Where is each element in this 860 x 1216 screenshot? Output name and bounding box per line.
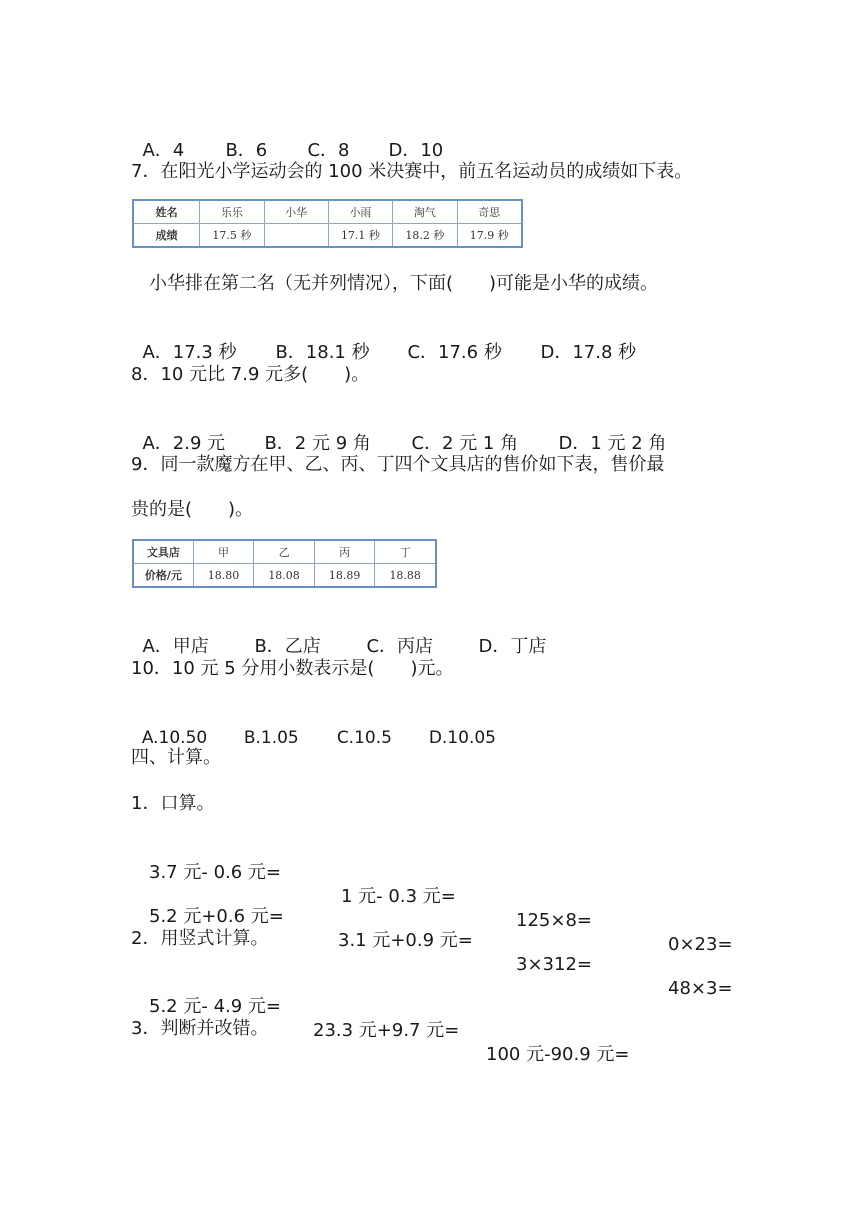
table-cell: 18.88 [375,564,436,588]
q6-option-a: A．4 [142,140,185,161]
calc-item: 48×3= [668,978,733,999]
q8-option-d: D．1 元 2 角 [558,433,667,454]
part2-title: 2．用竖式计算。 [131,928,269,949]
q10-option-d: D.10.05 [428,728,496,748]
q7-stem: 7．在阳光小学运动会的 100 米决赛中，前五名运动员的成绩如下表。 [131,161,693,182]
q6-option-d: D．10 [388,140,444,161]
q6-options [131,115,443,163]
q7-options [131,317,636,365]
q9-stem-line2: 贵的是( )。 [131,499,254,520]
table-cell: 文具店 [133,540,193,564]
q10-options [131,702,496,750]
table-cell: 成绩 [133,224,200,248]
part1-title: 1．口算。 [131,793,215,814]
q8-stem: 8．10 元比 7.9 元多( )。 [131,364,370,385]
q10-option-c: C.10.5 [336,728,392,748]
table-cell: 17.5 秒 [200,224,264,248]
q7-option-a: A．17.3 秒 [142,342,237,363]
table-cell: 奇思 [457,200,522,224]
calc-item: 1 元- 0.3 元= [341,886,456,907]
calc-item: 125×8= [516,910,592,931]
part3-title: 3．判断并改错。 [131,1018,269,1039]
table-row [133,564,436,588]
calc-item: 100 元-90.9 元= [486,1044,630,1065]
q6-option-b: B．6 [225,140,268,161]
q9-option-b: B．乙店 [254,636,321,657]
table-row [133,224,522,248]
table-cell: 甲 [193,540,254,564]
calc-item: 5.2 元- 4.9 元= [149,996,281,1017]
table-cell: 姓名 [133,200,200,224]
q7-option-d: D．17.8 秒 [540,342,637,363]
table-cell: 17.1 秒 [328,224,392,248]
table-cell: 乙 [254,540,315,564]
calc-item: 3×312= [516,954,592,975]
table-cell: 价格/元 [133,564,193,588]
calc-item: 5.2 元+0.6 元= [149,906,284,927]
table-cell: 乐乐 [200,200,264,224]
q10-option-a: A.10.50 [141,728,208,748]
table-cell: 18.2 秒 [393,224,457,248]
table-cell: 小华 [264,200,328,224]
table-cell: 18.08 [254,564,315,588]
q9-table [132,539,437,588]
q7-option-c: C．17.6 秒 [407,342,502,363]
table-cell: 丙 [314,540,375,564]
q9-option-a: A．甲店 [142,636,209,657]
q7-option-b: B．18.1 秒 [275,342,370,363]
calc-item: 0×23= [668,934,733,955]
calc-item: 3.1 元+0.9 元= [338,930,473,951]
q8-option-a: A．2.9 元 [142,433,226,454]
table-cell: 淘气 [393,200,457,224]
q10-option-b: B.1.05 [243,728,299,748]
table-cell: 丁 [375,540,436,564]
calc-item: 3.7 元- 0.6 元= [149,862,281,883]
calc-item: 23.3 元+9.7 元= [313,1020,460,1041]
q9-option-d: D．丁店 [478,636,547,657]
table-cell: 18.89 [314,564,375,588]
q8-option-b: B．2 元 9 角 [264,433,371,454]
table-cell: 18.80 [193,564,254,588]
q8-options [131,408,666,456]
q10-stem: 10．10 元 5 分用小数表示是( )元。 [131,658,454,679]
q9-stem-line1: 9．同一款魔方在甲、乙、丙、丁四个文具店的售价如下表，售价最 [131,454,665,475]
table-cell: 小雨 [328,200,392,224]
q8-option-c: C．2 元 1 角 [411,433,519,454]
q6-option-c: C．8 [307,140,350,161]
table-cell [264,224,328,248]
section-title: 四、计算。 [131,747,221,768]
table-cell: 17.9 秒 [457,224,522,248]
table-row [133,540,436,564]
q7-follow: 小华排在第二名（无并列情况），下面( )可能是小华的成绩。 [131,273,659,294]
table-row [133,200,522,224]
q9-option-c: C．丙店 [366,636,434,657]
q9-options [131,611,546,659]
q7-table [132,199,523,248]
